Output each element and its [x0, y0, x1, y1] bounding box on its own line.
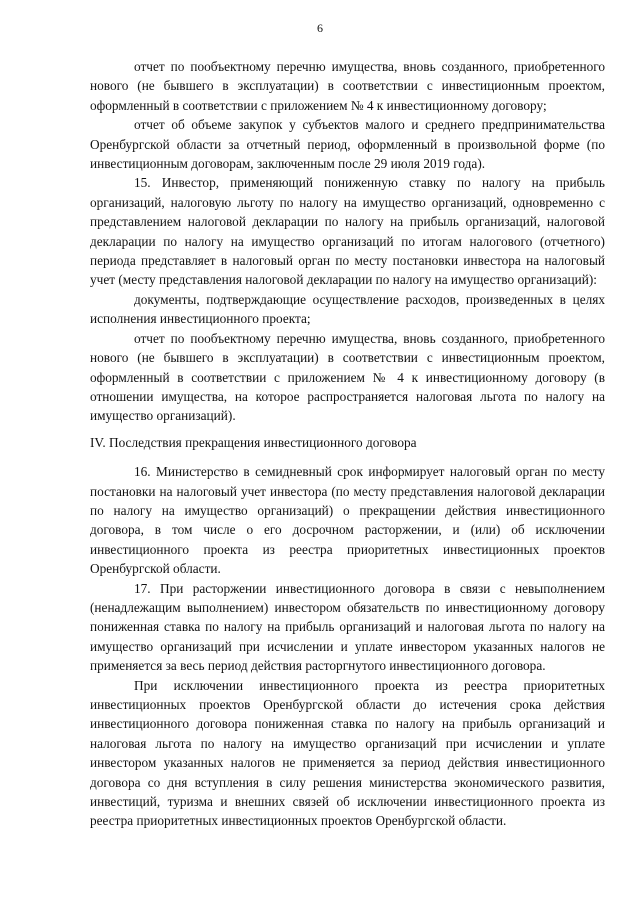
paragraph-clause-17: 17. При расторжении инвестиционного договора в связи с невыполнением (ненадлежащим выполнением) инвестором обязательств по инвестиционному договору пониженная ставка по налогу на прибыль организаций и налоговая льгота по налогу на имущество организаций при исчислении и уплате инвестором указанных налогов не применяется за весь период действия расторгнутого инвестиционного договора.: [90, 580, 605, 674]
page-number: 6: [317, 21, 323, 35]
paragraph-report-property-list: отчет по пообъектному перечню имущества, вновь созданного, приобретенного нового (не бывшего в эксплуатации) в соответствии с инвестиционным проектом, оформленный в соответствии с приложением № 4 к инвестиционному договору;: [90, 59, 605, 113]
paragraph-project-exclusion: При исключении инвестиционного проекта из реестра приоритетных инвестиционных проектов Оренбургской области до истечения срока действия инвестиционного договора пониженная ставка по налогу на прибыль организаций и налоговая льгота по налогу на имущество организаций при исчислении и уплате инвестором указанных налогов не применяется за период действия инвестиционного договора со дня вступления в силу решения министерства экономического развития, инвестиций, туризма и внешних связей об исключении инвестиционного проекта из реестра приоритетных инвестиционных проектов Оренбургской области.: [90, 677, 605, 829]
paragraph-clause-15: 15. Инвестор, применяющий пониженную ставку по налогу на прибыль организаций, налоговую льготу по налогу на имущество организаций, одновременно с представлением налоговой декларации по налогу на прибыль организаций, налоговой декларации по налогу на имущество организаций по итогам налогового (отчетного) периода представляет в налоговый орган по месту постановки инвестора на налоговый учет (месту представления налоговой декларации по налогу на имущество организаций):: [90, 175, 605, 288]
paragraph-report-procurement: отчет об объеме закупок у субъектов малого и среднего предпринимательства Оренбургской области за отчетный период, оформленный в произвольной форме (по инвестиционным договорам, заключенным после 29 июля 2019 года).: [90, 117, 605, 172]
paragraph-report-property-list-2: отчет по пообъектному перечню имущества, вновь созданного, приобретенного нового (не бывшего в эксплуатации) в соответствии с инвестиционным проектом, оформленный в соответствии с приложением № 4 к инвестиционному договору (в отношении имущества, на которое распространяется налоговая льгота по налогу на имущество организаций).: [90, 330, 605, 424]
document-body: [90, 57, 605, 831]
section-heading: IV. Последствия прекращения инвестиционного договора: [90, 434, 417, 450]
paragraph-clause-16: 16. Министерство в семидневный срок информирует налоговый орган по месту постановки на налоговый учет инвестора (по месту представления налоговой декларации по налогу на имущество организаций) о прекращении действия инвестиционного договора, в том числе о его досрочном расторжении, и (или) об исключении инвестиционного проекта из реестра приоритетных инвестиционных проектов Оренбургской области.: [90, 464, 605, 577]
paragraph-expense-documents: документы, подтверждающие осуществление расходов, произведенных в целях исполнения инвестиционного проекта;: [90, 291, 605, 327]
